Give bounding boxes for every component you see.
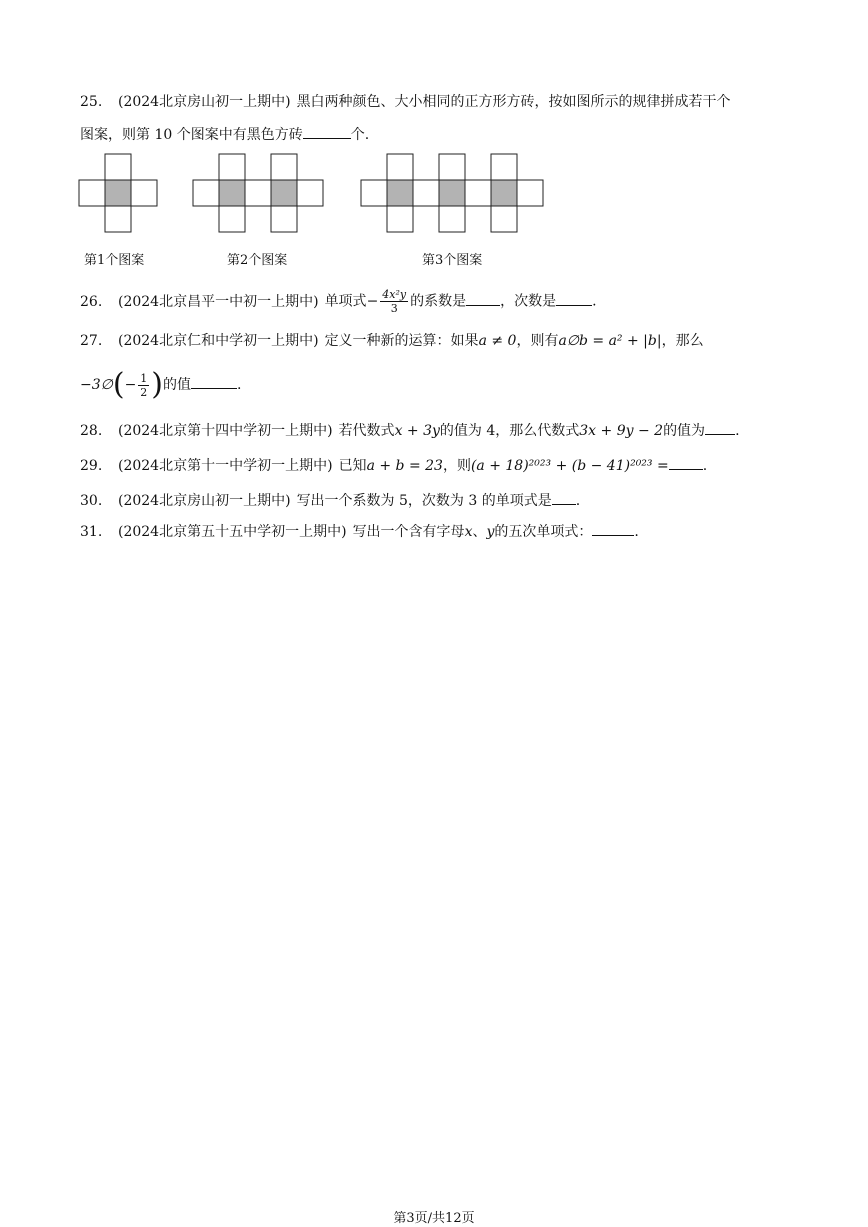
white-tile	[387, 206, 413, 232]
pattern-2-caption: 第2个图案	[227, 253, 288, 268]
expression-1: x + 3y	[394, 423, 440, 439]
minus-sign: −	[366, 293, 379, 310]
question-text: 已知	[338, 458, 367, 474]
period: .	[575, 493, 581, 509]
fraction-denominator: 3	[390, 302, 398, 315]
pattern-3-caption: 第3个图案	[422, 253, 483, 268]
black-tile	[105, 180, 131, 206]
white-tile	[439, 206, 465, 232]
answer-blank	[592, 521, 634, 536]
question-text: ，则	[442, 458, 471, 474]
question-27	[80, 331, 800, 351]
question-number: 26.	[80, 293, 103, 310]
question-text: 的值为	[663, 423, 706, 439]
white-tile	[131, 180, 157, 206]
question-text: ，则有	[516, 333, 559, 349]
pattern-1-caption: 第1个图案	[84, 253, 145, 268]
variable-y: y	[486, 524, 495, 540]
fraction-numerator: 4x²y	[382, 288, 407, 301]
answer-blank	[556, 291, 592, 306]
black-tile	[219, 180, 245, 206]
white-tile	[79, 180, 105, 206]
period: .	[735, 423, 740, 439]
expression-2: 3x + 9y − 2	[579, 423, 664, 439]
answer-blank	[669, 455, 703, 470]
white-tile	[517, 180, 543, 206]
period: .	[237, 377, 242, 393]
question-27-line2: −3∅(− $\frac{1}{2}$ )的值 .	[80, 367, 242, 402]
white-tile	[105, 154, 131, 180]
period: .	[702, 458, 708, 474]
question-text: ，次数是	[500, 293, 557, 310]
question-text: 的系数是	[410, 293, 467, 310]
expression-lead: −3∅	[80, 377, 113, 393]
operation-definition: a∅b = a² + |b|	[558, 333, 662, 349]
question-30	[80, 490, 800, 511]
question-source: (2024北京房山初一上期中)	[118, 493, 291, 509]
white-tile	[491, 206, 517, 232]
page-footer: 第3页/共12页	[393, 1211, 475, 1226]
question-29	[80, 455, 800, 476]
expression-2: (a + 18)²⁰²³ + (b − 41)²⁰²³ =	[470, 458, 669, 474]
question-text: 定义一种新的运算：如果	[324, 333, 479, 349]
question-number: 27.	[80, 333, 103, 349]
question-number: 25.	[80, 94, 103, 110]
white-tile	[413, 180, 439, 206]
question-source: (2024北京第十一中学初一上期中)	[118, 458, 333, 474]
variable-x: x	[464, 524, 473, 540]
answer-blank	[552, 490, 576, 505]
question-number: 31.	[80, 524, 103, 540]
tile-patterns-figure	[76, 150, 556, 236]
question-number: 28.	[80, 423, 103, 439]
question-text: 若代数式	[338, 423, 395, 439]
answer-blank	[303, 124, 351, 139]
white-tile	[245, 180, 271, 206]
white-tile	[193, 180, 219, 206]
answer-blank	[191, 374, 237, 389]
answer-blank	[466, 291, 500, 306]
question-text: 黑白两种颜色、大小相同的正方形方砖，按如图所示的规律拼成若干个	[296, 94, 731, 110]
question-text: 写出一个含有字母	[352, 524, 465, 540]
question-25	[80, 92, 800, 112]
question-source: (2024北京第十四中学初一上期中)	[118, 423, 333, 439]
question-31	[80, 521, 800, 542]
question-number: 29.	[80, 458, 103, 474]
period: .	[592, 293, 597, 310]
white-tile	[439, 154, 465, 180]
white-tile	[361, 180, 387, 206]
question-text: ，那么	[661, 333, 704, 349]
white-tile	[465, 180, 491, 206]
question-source: (2024北京仁和中学初一上期中)	[118, 333, 319, 349]
question-text: 的五次单项式：	[494, 524, 593, 540]
fraction-denominator: 2	[140, 385, 148, 399]
white-tile	[219, 154, 245, 180]
question-source: (2024北京房山初一上期中)	[118, 94, 291, 110]
question-26	[80, 288, 800, 315]
question-text: 写出一个系数为 5，次数为 3 的单项式是	[296, 493, 552, 509]
white-tile	[491, 154, 517, 180]
white-tile	[297, 180, 323, 206]
white-tile	[105, 206, 131, 232]
fraction-numerator: 1	[140, 371, 148, 385]
black-tile	[387, 180, 413, 206]
half-fraction	[138, 372, 149, 399]
black-tile	[491, 180, 517, 206]
right-paren: )	[151, 367, 164, 402]
question-text: 图案，则第 10 个图案中有黑色方砖	[80, 127, 303, 143]
question-text: 单项式	[324, 293, 367, 310]
monomial-fraction	[380, 288, 408, 315]
black-tile	[271, 180, 297, 206]
question-source: (2024北京第五十五中学初一上期中)	[118, 524, 347, 540]
period: .	[634, 524, 639, 540]
question-text: 的值	[163, 377, 192, 393]
left-paren: (	[112, 367, 125, 402]
question-text: 的值为 4，那么代数式	[439, 423, 580, 439]
white-tile	[387, 154, 413, 180]
white-tile	[271, 154, 297, 180]
condition-expression: a ≠ 0	[478, 333, 517, 349]
question-source: (2024北京昌平一中初一上期中)	[118, 293, 319, 310]
question-25-line2	[80, 124, 800, 145]
white-tile	[271, 206, 297, 232]
separator: 、	[472, 524, 487, 540]
question-number: 30.	[80, 493, 103, 509]
question-28	[80, 420, 800, 441]
black-tile	[439, 180, 465, 206]
expression-1: a + b = 23	[366, 458, 443, 474]
question-text: 个.	[350, 127, 370, 143]
answer-blank	[705, 420, 735, 435]
white-tile	[219, 206, 245, 232]
